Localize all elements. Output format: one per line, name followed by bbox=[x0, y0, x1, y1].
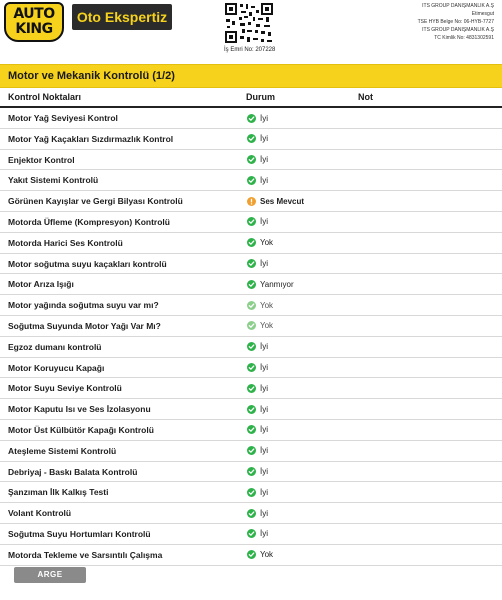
check-circle-icon bbox=[247, 488, 256, 497]
check-circle-icon bbox=[247, 425, 256, 434]
control-point-label: Motorda Tekleme ve Sarsıntılı Çalışma bbox=[8, 549, 163, 560]
company-line: Etimesgut bbox=[471, 11, 494, 17]
status-text: Yok bbox=[260, 238, 274, 248]
work-order-number: İş Emri No: 207228 bbox=[224, 47, 276, 53]
control-point-label: Debriyaj - Baskı Balata Kontrolü bbox=[8, 466, 138, 477]
table-row bbox=[0, 503, 502, 524]
status-text: Yok bbox=[260, 321, 274, 331]
section-title-bar bbox=[0, 64, 502, 88]
status-cell bbox=[247, 524, 268, 544]
control-point-label: Soğutma Suyunda Motor Yağı Var Mı? bbox=[8, 320, 161, 331]
status-cell bbox=[247, 503, 268, 523]
control-point-label: Yakıt Sistemi Kontrolü bbox=[8, 175, 99, 186]
table-row bbox=[0, 274, 502, 295]
column-header-note: Not bbox=[358, 92, 373, 102]
control-point-label: Motor soğutma suyu kaçakları kontrolü bbox=[8, 258, 167, 269]
table-row bbox=[0, 170, 502, 191]
control-point-label: Motor Kaputu Isı ve Ses İzolasyonu bbox=[8, 404, 151, 415]
status-text: İyi bbox=[260, 363, 268, 373]
check-circle-icon bbox=[247, 509, 256, 518]
status-cell bbox=[247, 337, 268, 357]
column-header-control-points: Kontrol Noktaları bbox=[8, 92, 82, 102]
status-text: İyi bbox=[260, 508, 268, 518]
auto-king-logo bbox=[4, 2, 64, 42]
status-cell bbox=[247, 399, 268, 419]
warning-icon bbox=[247, 197, 256, 206]
status-cell bbox=[247, 191, 304, 211]
control-point-label: Motor Yağ Kaçakları Sızdırmazlık Kontrol bbox=[8, 133, 174, 144]
check-circle-icon bbox=[247, 321, 256, 330]
control-point-label: Motor Suyu Seviye Kontrolü bbox=[8, 383, 122, 394]
company-line: TC Kimlik No: 4831302591 bbox=[434, 35, 494, 41]
table-row bbox=[0, 337, 502, 358]
status-text: İyi bbox=[260, 175, 268, 185]
control-point-label: Motorda Harici Ses Kontrolü bbox=[8, 237, 123, 248]
check-circle-icon bbox=[247, 363, 256, 372]
check-circle-icon bbox=[247, 217, 256, 226]
table-row bbox=[0, 212, 502, 233]
control-point-label: Soğutma Suyu Hortumları Kontrolü bbox=[8, 528, 151, 539]
qr-code bbox=[224, 2, 274, 44]
brand-label: Oto Ekspertiz bbox=[72, 4, 172, 30]
company-line: TSE HYB Belge No: 06-HYB-7727 bbox=[417, 19, 494, 25]
status-text: İyi bbox=[260, 529, 268, 539]
check-circle-icon bbox=[247, 446, 256, 455]
control-point-label: Motorda Üfleme (Kompresyon) Kontrolü bbox=[8, 216, 170, 227]
status-cell bbox=[247, 108, 268, 128]
table-row bbox=[0, 295, 502, 316]
status-text: İyi bbox=[260, 259, 268, 269]
check-circle-icon bbox=[247, 280, 256, 289]
control-point-label: Görünen Kayışlar ve Gergi Bilyası Kontrolü bbox=[8, 196, 183, 207]
status-cell bbox=[247, 170, 268, 190]
control-point-label: Motor yağında soğutma suyu var mı? bbox=[8, 300, 159, 311]
status-cell bbox=[247, 254, 268, 274]
status-text: Yok bbox=[260, 550, 274, 560]
logo-line2: KING bbox=[15, 21, 53, 37]
status-text: İyi bbox=[260, 383, 268, 393]
table-row bbox=[0, 420, 502, 441]
status-cell bbox=[247, 378, 268, 398]
column-header-status: Durum bbox=[246, 92, 275, 102]
table-row bbox=[0, 399, 502, 420]
table-row bbox=[0, 524, 502, 545]
control-point-label: Egzoz dumanı kontrolü bbox=[8, 341, 102, 352]
status-cell bbox=[247, 462, 268, 482]
check-circle-icon bbox=[247, 384, 256, 393]
status-text: İyi bbox=[260, 342, 268, 352]
status-text: İyi bbox=[260, 425, 268, 435]
table-row bbox=[0, 233, 502, 254]
table-row bbox=[0, 316, 502, 337]
status-text: Yanmıyor bbox=[260, 279, 294, 289]
check-circle-icon bbox=[247, 467, 256, 476]
status-text: İyi bbox=[260, 487, 268, 497]
logo-line1: AUTO bbox=[13, 6, 55, 22]
check-circle-icon bbox=[247, 342, 256, 351]
company-line: ITS GROUP DANIŞMANLIK A.Ş bbox=[422, 27, 494, 33]
status-text: İyi bbox=[260, 113, 268, 123]
status-text: Yok bbox=[260, 300, 274, 310]
table-row bbox=[0, 482, 502, 503]
status-text: İyi bbox=[260, 217, 268, 227]
control-point-label: Enjektor Kontrol bbox=[8, 154, 75, 165]
control-point-label: Motor Arıza Işığı bbox=[8, 279, 74, 290]
check-circle-icon bbox=[247, 238, 256, 247]
section-title: Motor ve Mekanik Kontrolü (1/2) bbox=[8, 70, 175, 82]
table-row bbox=[0, 358, 502, 379]
table-row bbox=[0, 191, 502, 212]
status-text: İyi bbox=[260, 134, 268, 144]
status-cell bbox=[247, 150, 268, 170]
table-row bbox=[0, 378, 502, 399]
arge-otomotiv-badge: ARGE OTOMOTİV bbox=[14, 567, 86, 583]
status-text: İyi bbox=[260, 155, 268, 165]
check-circle-icon bbox=[247, 301, 256, 310]
check-circle-icon bbox=[247, 259, 256, 268]
status-text: İyi bbox=[260, 404, 268, 414]
check-circle-icon bbox=[247, 550, 256, 559]
status-text: Ses Mevcut bbox=[260, 196, 305, 206]
table-row bbox=[0, 254, 502, 275]
status-cell bbox=[247, 482, 268, 502]
check-circle-icon bbox=[247, 134, 256, 143]
table-row bbox=[0, 108, 502, 129]
check-circle-icon bbox=[247, 405, 256, 414]
status-text: İyi bbox=[260, 467, 268, 477]
inspection-table bbox=[0, 108, 502, 566]
table-header bbox=[0, 88, 502, 108]
check-circle-icon bbox=[247, 176, 256, 185]
status-cell bbox=[247, 316, 273, 336]
status-cell bbox=[247, 274, 294, 294]
report-header bbox=[0, 0, 502, 64]
control-point-label: Motor Koruyucu Kapağı bbox=[8, 362, 105, 373]
status-cell bbox=[247, 441, 268, 461]
table-row bbox=[0, 545, 502, 566]
status-text: İyi bbox=[260, 446, 268, 456]
status-cell bbox=[247, 295, 273, 315]
control-point-label: Şanzıman İlk Kalkış Testi bbox=[8, 487, 109, 498]
status-cell bbox=[247, 358, 268, 378]
check-circle-icon bbox=[247, 529, 256, 538]
company-line: ITS GROUP DANIŞMANLIK A.Ş bbox=[422, 3, 494, 9]
control-point-label: Motor Üst Külbütör Kapağı Kontrolü bbox=[8, 424, 154, 435]
status-cell bbox=[247, 420, 268, 440]
status-cell bbox=[247, 212, 268, 232]
control-point-label: Volant Kontrolü bbox=[8, 508, 72, 519]
table-row bbox=[0, 441, 502, 462]
table-row bbox=[0, 462, 502, 483]
status-cell bbox=[247, 545, 273, 565]
table-row bbox=[0, 129, 502, 150]
control-point-label: Ateşleme Sistemi Kontrolü bbox=[8, 445, 117, 456]
company-info bbox=[354, 2, 494, 42]
control-point-label: Motor Yağ Seviyesi Kontrol bbox=[8, 113, 118, 123]
check-circle-icon bbox=[247, 114, 256, 123]
table-row bbox=[0, 150, 502, 171]
status-cell bbox=[247, 233, 273, 253]
status-cell bbox=[247, 129, 268, 149]
check-circle-icon bbox=[247, 155, 256, 164]
